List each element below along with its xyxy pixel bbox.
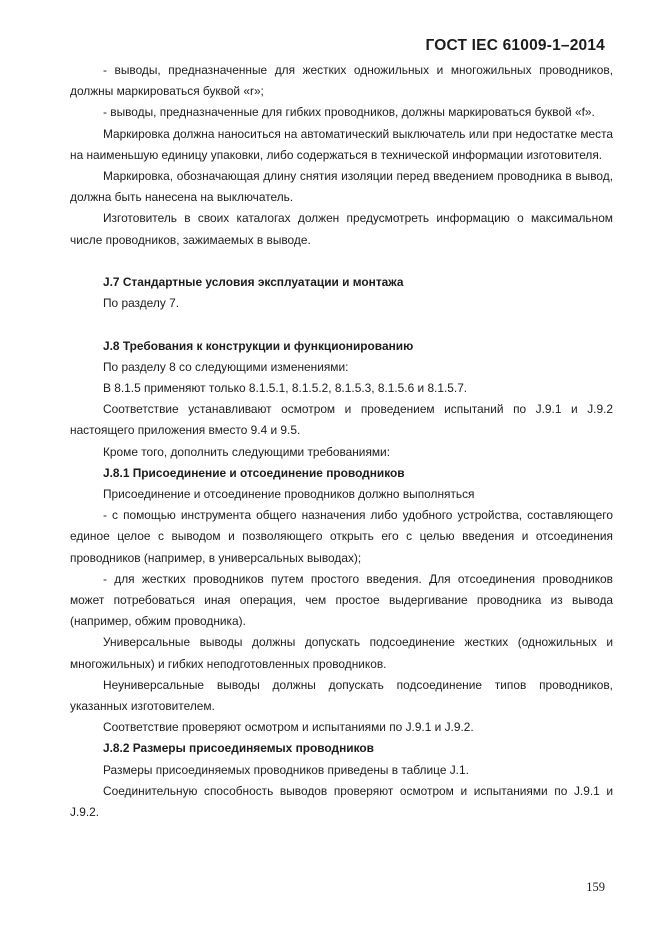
paragraph: Размеры присоединяемых проводников приведены в таблице J.1.	[103, 762, 469, 777]
section-heading-j7: J.7 Стандартные условия эксплуатации и монтажа	[103, 275, 404, 290]
spacer	[70, 314, 613, 335]
section-heading-j8: J.8 Требования к конструкции и функционированию	[103, 338, 414, 353]
paragraph: Маркировка, обозначающая длину снятия изоляции перед введением проводника в вывод, должна быть нанесена на выключатель.	[70, 169, 613, 205]
spacer	[70, 251, 613, 272]
paragraph: - с помощью инструмента общего назначения либо удобного устройства, составляющего единое целое с выводом и позволяющего открыть его с целью введения и отсоединения проводников (например, в универсальных выводах);	[70, 508, 613, 565]
paragraph: Соответствие устанавливают осмотром и проведением испытаний по J.9.1 и J.9.2 настоящего приложения вместо 9.4 и 9.5.	[70, 402, 613, 438]
paragraph: По разделу 8 со следующими изменениями:	[103, 359, 349, 374]
paragraph: - выводы, предназначенные для гибких проводников, должны маркироваться буквой «f».	[103, 105, 595, 120]
page-number: 159	[586, 880, 605, 894]
page-body	[70, 60, 613, 823]
paragraph: Соответствие проверяют осмотром и испытаниями по J.9.1 и J.9.2.	[103, 720, 474, 735]
paragraph: Маркировка должна наноситься на автоматический выключатель или при недостатке места на наименьшую единицу упаковки, либо содержаться в технической информации изготовителя.	[70, 126, 613, 162]
paragraph: В 8.1.5 применяют только 8.1.5.1, 8.1.5.2, 8.1.5.3, 8.1.5.6 и 8.1.5.7.	[103, 381, 468, 396]
document-header: ГОСТ IEC 61009-1–2014	[425, 37, 605, 54]
paragraph: - выводы, предназначенные для жестких одножильных и многожильных проводников, должны маркироваться буквой «r»;	[70, 63, 613, 99]
paragraph: - для жестких проводников путем простого введения. Для отсоединения проводников может потребоваться иная операция, чем простое выдергивание проводника из вывода (например, обжим проводника).	[70, 571, 613, 629]
paragraph: Присоединение и отсоединение проводников должно выполняться	[103, 487, 475, 502]
paragraph: Изготовитель в своих каталогах должен предусмотреть информацию о максимальном числе проводников, зажимаемых в выводе.	[70, 211, 613, 247]
paragraph: Соединительную способность выводов проверяют осмотром и испытаниями по J.9.1 и J.9.2.	[70, 783, 613, 820]
subsection-heading-j8-1: J.8.1 Присоединение и отсоединение проводников	[103, 465, 405, 480]
paragraph: Неуниверсальные выводы должны допускать подсоединение типов проводников, указанных изготовителем.	[70, 677, 613, 714]
subsection-heading-j8-2: J.8.2 Размеры присоединяемых проводников	[103, 741, 374, 756]
paragraph: Универсальные выводы должны допускать подсоединение жестких (одножильных и многожильных) и гибких неподготовленных проводников.	[70, 635, 613, 671]
paragraph: Кроме того, дополнить следующими требованиями:	[103, 444, 391, 459]
paragraph: По разделу 7.	[103, 296, 180, 311]
